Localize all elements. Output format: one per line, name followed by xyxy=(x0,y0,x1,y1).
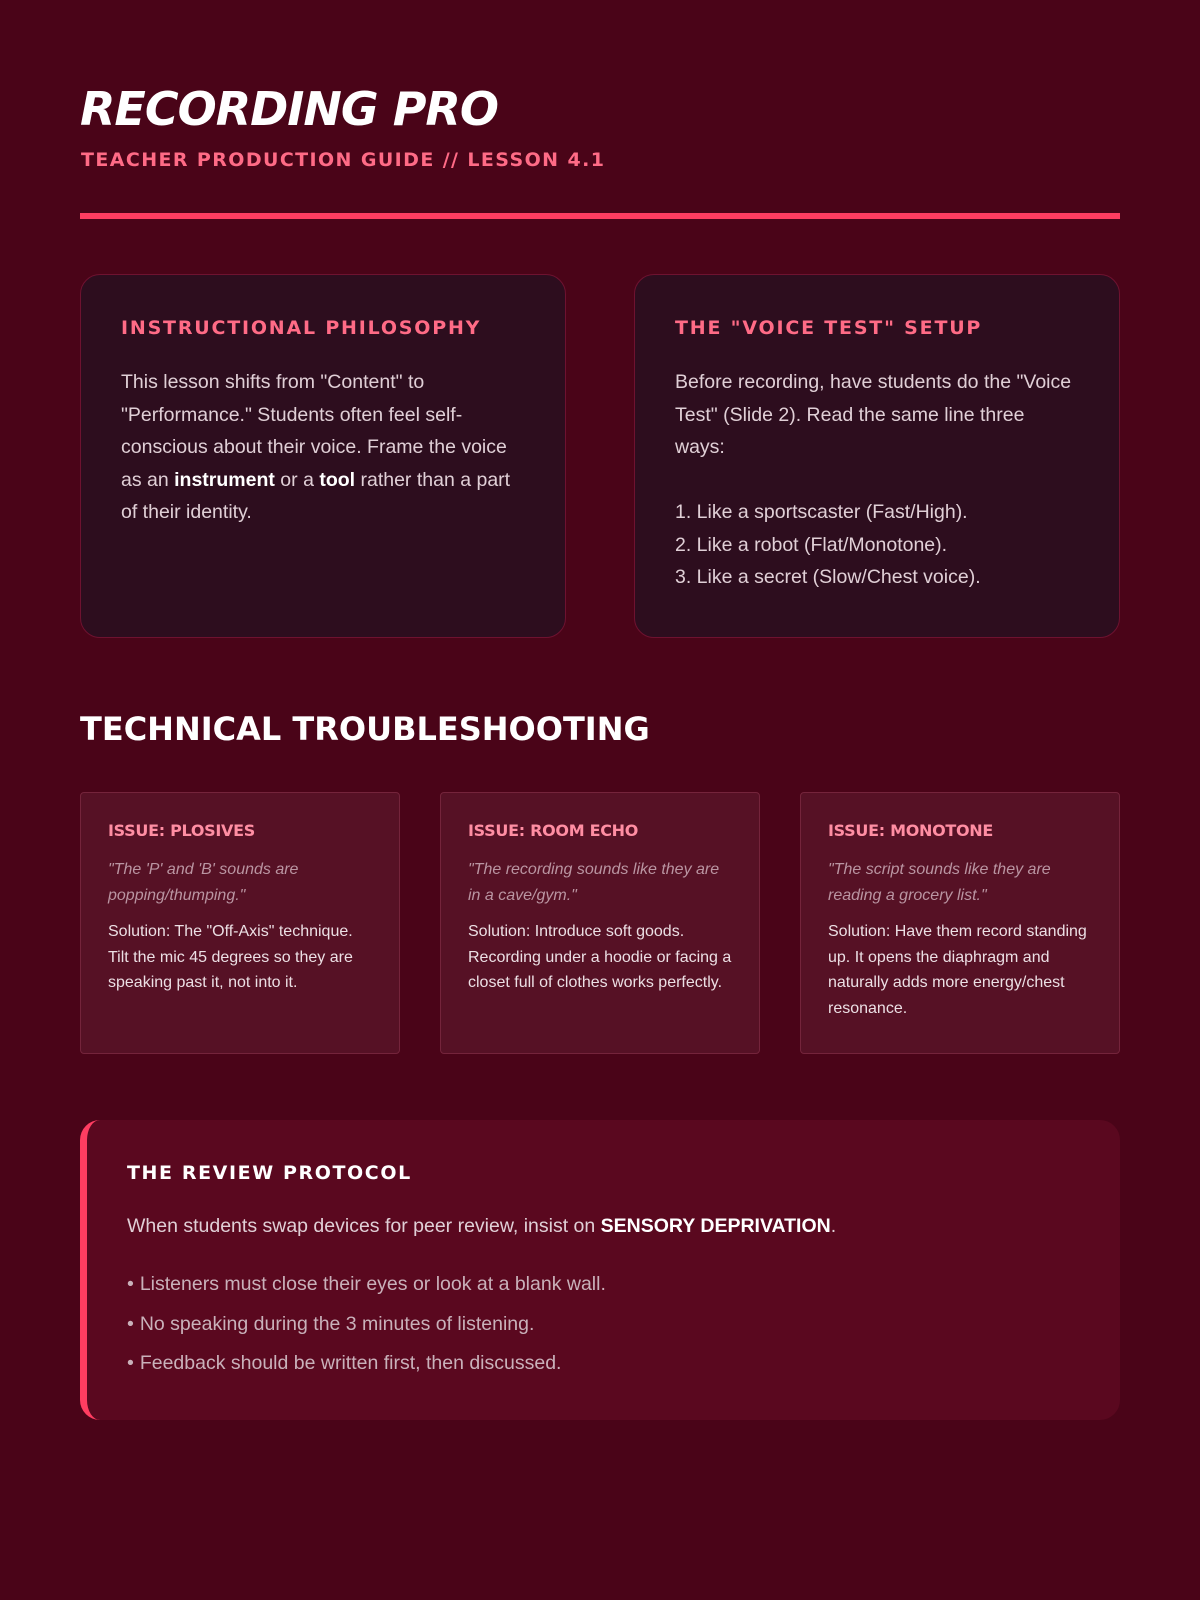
page-title: RECORDING PRO xyxy=(80,82,498,136)
issue-label: ISSUE: MONOTONE xyxy=(828,821,994,840)
issue-solution: Solution: The "Off-Axis" technique. Tilt the mic 45 degrees so they are speaking past it, not into it. xyxy=(108,923,353,991)
issue-solution: Solution: Introduce soft goods. Recording under a hoodie or facing a closet full of clothes works perfectly. xyxy=(468,923,732,991)
philosophy-text xyxy=(121,366,525,529)
voice-test-heading: THE "VOICE TEST" SETUP xyxy=(675,317,983,339)
issue-quote: "The script sounds like they are reading a grocery list." xyxy=(828,861,1051,904)
review-protocol-rule xyxy=(127,1344,1080,1384)
review-protocol-rule xyxy=(127,1305,1080,1345)
philosophy-bold-tool: tool xyxy=(319,468,356,491)
review-protocol-box xyxy=(80,1120,1120,1420)
philosophy-panel xyxy=(80,274,566,638)
issue-quote: "The 'P' and 'B' sounds are popping/thumping." xyxy=(108,861,299,904)
review-protocol-intro-before: When students swap devices for peer review, insist on xyxy=(127,1215,601,1237)
review-protocol-intro-bold: SENSORY DEPRIVATION xyxy=(600,1215,831,1237)
bullet-icon: • xyxy=(127,1352,134,1374)
issue-card-room-echo xyxy=(440,792,760,1054)
voice-test-step: 2. Like a robot (Flat/Monotone). xyxy=(675,533,948,556)
review-protocol-rules xyxy=(127,1265,1080,1384)
review-protocol-rule xyxy=(127,1265,1080,1305)
issue-card-monotone xyxy=(800,792,1120,1054)
issue-quote: "The recording sounds like they are in a cave/gym." xyxy=(468,861,720,904)
philosophy-text-middle: or a xyxy=(274,468,320,491)
voice-test-step: 1. Like a sportscaster (Fast/High). xyxy=(675,501,968,523)
issue-label: ISSUE: ROOM ECHO xyxy=(468,821,639,840)
philosophy-bold-instrument: instrument xyxy=(174,468,275,491)
header-divider xyxy=(80,213,1120,219)
issue-label: ISSUE: PLOSIVES xyxy=(108,821,255,840)
review-protocol-intro xyxy=(127,1215,1080,1238)
review-protocol-heading: THE REVIEW PROTOCOL xyxy=(127,1162,412,1184)
philosophy-heading: INSTRUCTIONAL PHILOSOPHY xyxy=(121,317,482,339)
review-protocol-intro-after: . xyxy=(830,1215,837,1237)
voice-test-steps xyxy=(675,496,1079,594)
bullet-icon: • xyxy=(127,1273,134,1295)
voice-test-intro: Before recording, have students do the "Voice Test" (Slide 2). Read the same line three ways: xyxy=(675,371,1072,458)
issue-card-plosives xyxy=(80,792,400,1054)
philosophy-text-after: rather than a part of their identity. xyxy=(121,468,511,523)
voice-test-spacer xyxy=(675,464,1079,497)
philosophy-text-before: This lesson shifts from "Content" to "Performance." Students often feel self-conscious about their voice. Frame the voice as an xyxy=(121,371,507,491)
review-protocol-rule-text: Listeners must close their eyes or look at a blank wall. xyxy=(139,1273,606,1295)
troubleshooting-title: TECHNICAL TROUBLESHOOTING xyxy=(80,710,650,748)
voice-test-panel xyxy=(634,274,1120,638)
page-subtitle: TEACHER PRODUCTION GUIDE // LESSON 4.1 xyxy=(81,149,606,171)
review-protocol-rule-text: Feedback should be written first, then discussed. xyxy=(139,1352,562,1374)
review-protocol-rule-text: No speaking during the 3 minutes of listening. xyxy=(139,1312,535,1335)
issue-solution: Solution: Have them record standing up. It opens the diaphragm and naturally adds more energy/chest resonance. xyxy=(828,923,1087,1017)
voice-test-step: 3. Like a secret (Slow/Chest voice). xyxy=(675,566,981,588)
bullet-icon: • xyxy=(127,1312,134,1335)
